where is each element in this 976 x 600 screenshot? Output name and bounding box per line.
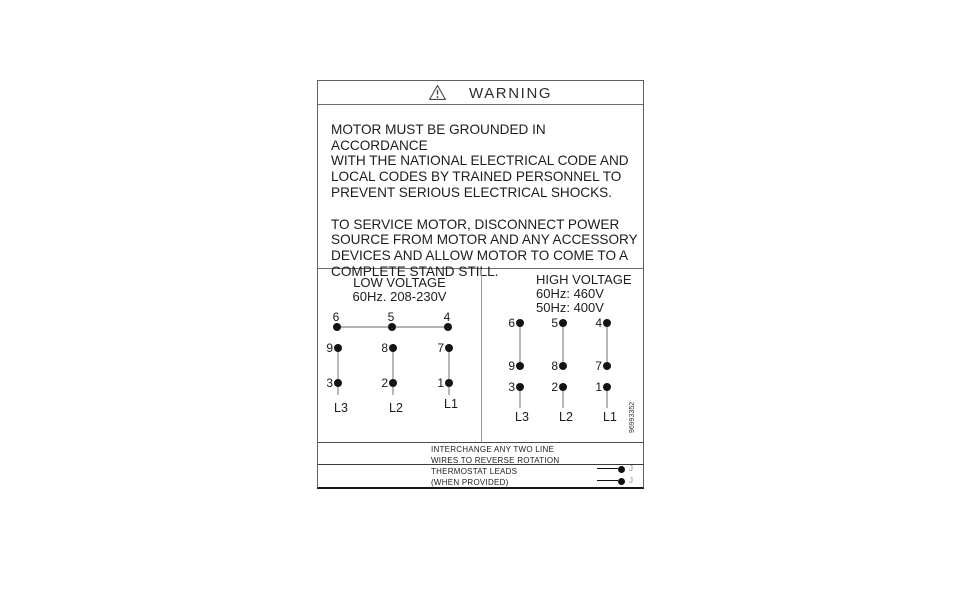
high-voltage-title: HIGH VOLTAGE [536,272,632,287]
line-label: L1 [444,397,458,411]
warning-title: WARNING [469,85,553,102]
low-voltage-title: LOW VOLTAGE [353,275,446,290]
warning-text-line: SOURCE FROM MOTOR AND ANY ACCESSORY [331,232,638,248]
warning-triangle-icon [428,84,447,106]
warning-paragraph-grounding [331,122,643,201]
terminal-number: 8 [381,341,388,355]
warning-text-line: TO SERVICE MOTOR, DISCONNECT POWER [331,216,620,232]
terminal-number: 1 [595,380,602,394]
terminal-number: 7 [437,341,444,355]
lead-wire-icon [597,480,618,481]
warning-text-line: DEVICES AND ALLOW MOTOR TO COME TO A [331,247,629,263]
terminal-number: 3 [508,380,515,394]
high-voltage-subtitle-50hz: 50Hz: 400V [536,299,604,315]
warning-text-line: PREVENT SERIOUS ELECTRICAL SHOCKS. [331,184,613,200]
terminal-number: 7 [595,359,602,373]
rotation-note-line-1: INTERCHANGE ANY TWO LINE [431,445,555,454]
terminal-number: 5 [387,310,395,324]
terminal-number: 2 [381,376,388,390]
line-label: L2 [559,410,573,424]
rotation-note-row [318,443,643,465]
terminal-number: 4 [443,310,451,324]
low-voltage-subtitle: 60Hz. 208-230V [352,289,447,304]
terminal-number: 6 [508,316,515,330]
terminal-number: 9 [508,359,515,373]
warning-text-line: MOTOR MUST BE GROUNDED IN ACCORDANCE [331,122,546,153]
wiring-diagram-section [318,269,643,443]
warning-header [318,81,643,105]
high-voltage-line-labels [515,410,617,424]
lead-label-j: J [629,464,634,473]
low-voltage-line-labels [334,397,458,415]
lead-wire-icon [597,468,618,469]
terminal-number: 6 [332,310,340,324]
high-voltage-terminal-numbers [508,316,602,394]
high-voltage-panel [482,269,643,442]
line-label: L1 [603,410,617,424]
line-label: L2 [389,401,403,415]
thermostat-line-1: THERMOSTAT LEADS [431,467,518,476]
motor-warning-label [317,80,644,489]
lead-terminal-dot-icon [618,478,625,485]
low-voltage-terminal-numbers [326,310,450,390]
high-voltage-subtitle-60hz: 60Hz: 460V [536,285,604,301]
terminal-number: 1 [437,376,444,390]
line-label: L3 [334,401,348,415]
thermostat-line-2: (WHEN PROVIDED) [431,477,509,487]
low-voltage-diagram [318,269,481,442]
lead-terminal-dot-icon [618,466,625,473]
terminal-number: 2 [551,380,558,394]
warning-text-line: LOCAL CODES BY TRAINED PERSONNEL TO [331,169,622,185]
thermostat-row [318,465,643,485]
rotation-note-line-2: WIRES TO REVERSE ROTATION [431,455,560,465]
warning-text-line: WITH THE NATIONAL ELECTRICAL CODE AND [331,153,629,169]
line-label: L3 [515,410,529,424]
terminal-number: 8 [551,359,558,373]
high-voltage-diagram [482,269,643,442]
terminal-number: 3 [326,376,333,390]
terminal-number: 5 [551,316,558,330]
terminal-number: 9 [326,341,333,355]
lead-label-j: J [629,476,634,485]
part-number: 96993352 [629,401,636,433]
warning-text-line: COMPLETE STAND STILL. [331,263,499,279]
warning-body [318,105,643,279]
low-voltage-panel [318,269,482,442]
terminal-number: 4 [595,316,602,330]
